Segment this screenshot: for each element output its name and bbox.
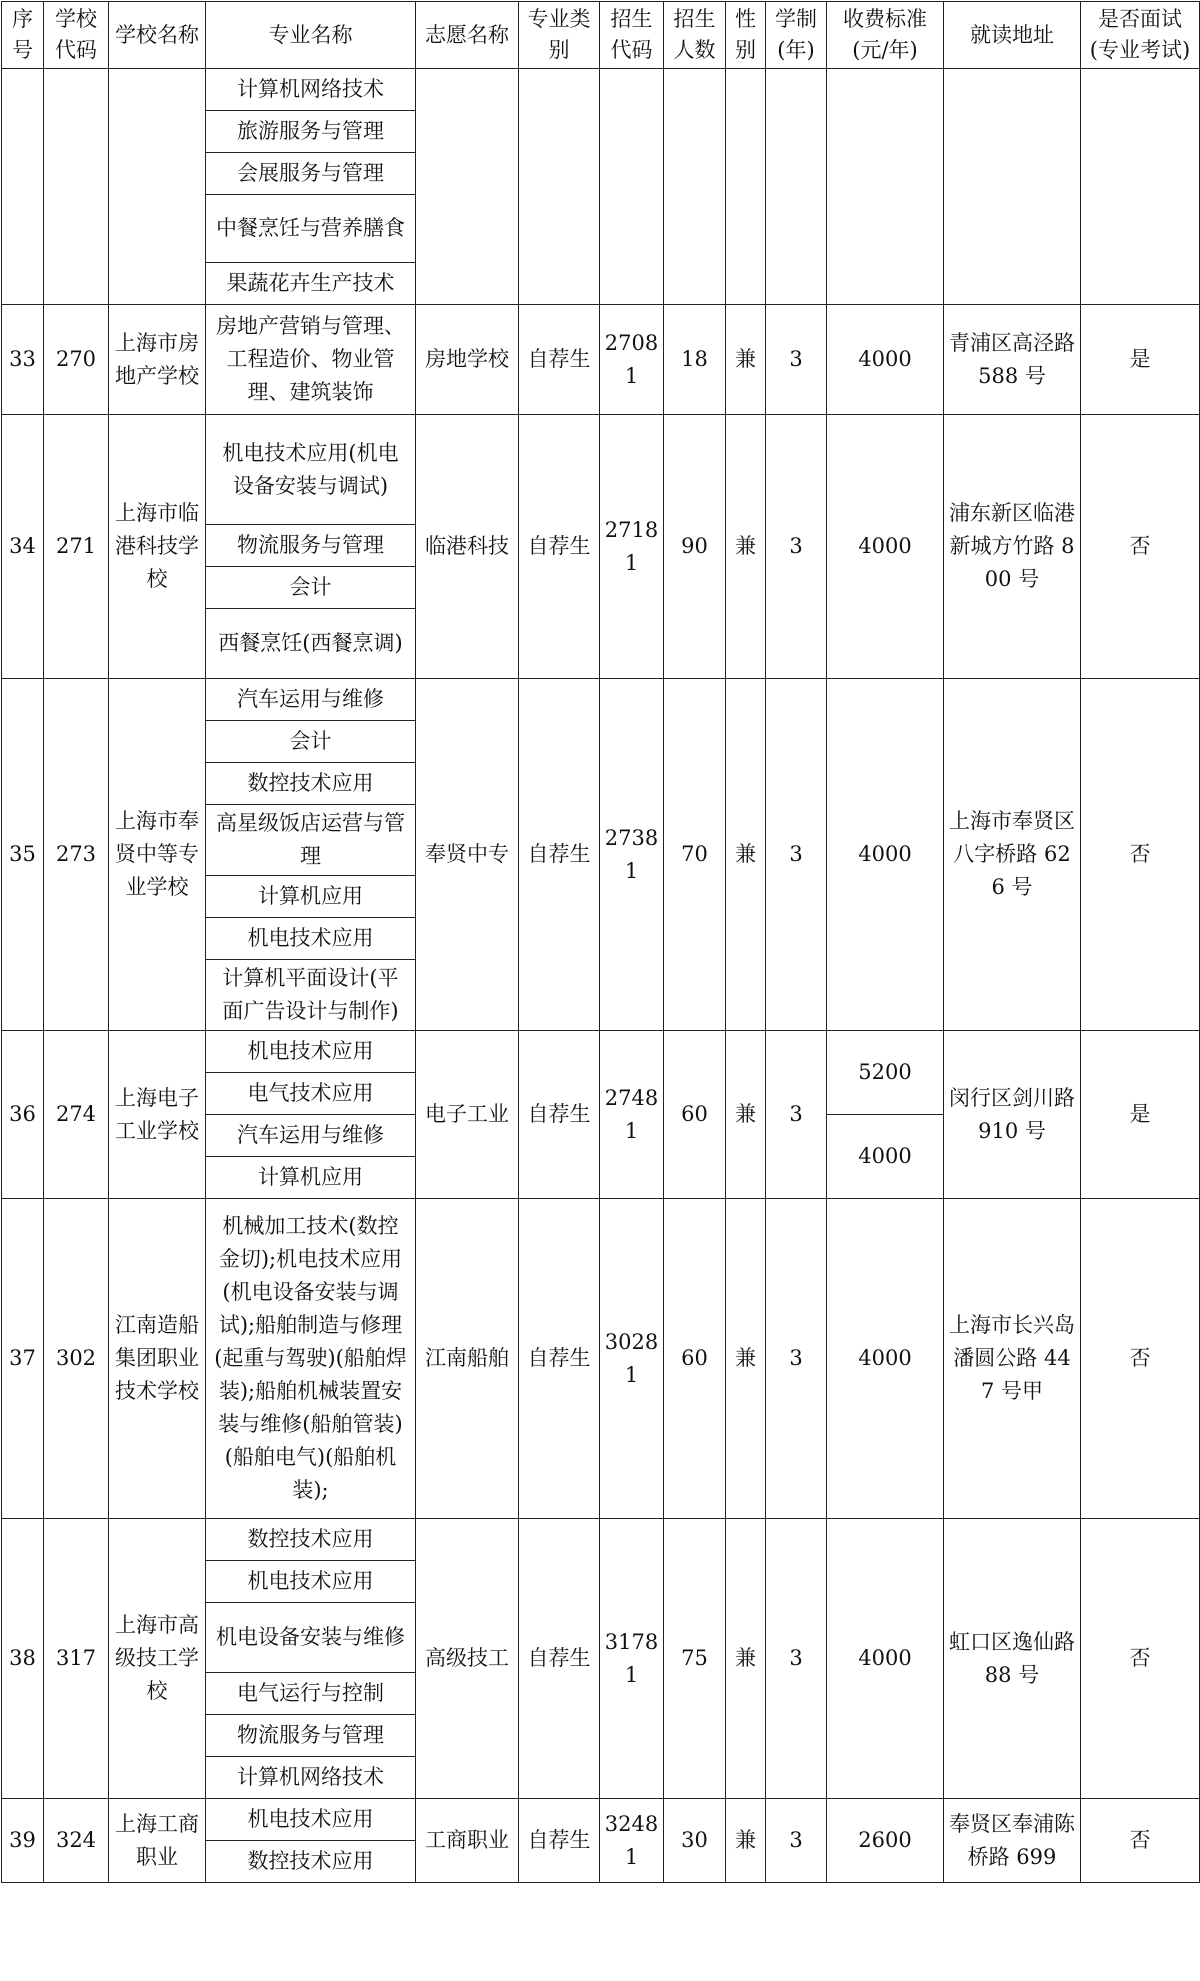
school-code-cell: 274 — [44, 1031, 109, 1199]
school-code-cell: 302 — [44, 1199, 109, 1519]
seq-cell: 37 — [2, 1199, 44, 1519]
gender-cell: 兼 — [726, 679, 766, 1031]
seq-cell: 33 — [2, 305, 44, 415]
seq-cell: 38 — [2, 1519, 44, 1799]
table-row — [2, 1519, 1200, 1561]
major-cell: 电气技术应用 — [206, 1073, 416, 1115]
category-cell: 自荐生 — [519, 1199, 600, 1519]
years-cell: 3 — [766, 305, 827, 415]
fee-cell: 4000 — [827, 679, 944, 1031]
school-code-cell: 271 — [44, 415, 109, 679]
seq-cell: 36 — [2, 1031, 44, 1199]
prev-gender-cell — [726, 69, 766, 305]
category-cell: 自荐生 — [519, 1519, 600, 1799]
table-row — [2, 69, 1200, 111]
header-address: 就读地址 — [944, 2, 1081, 69]
table-body — [2, 69, 1200, 1883]
choice-cell: 电子工业 — [416, 1031, 519, 1199]
prev-years-cell — [766, 69, 827, 305]
enroll-count-cell: 75 — [664, 1519, 726, 1799]
years-cell: 3 — [766, 1519, 827, 1799]
major-cell: 电气运行与控制 — [206, 1673, 416, 1715]
school-name-cell: 上海电子工业学校 — [109, 1031, 206, 1199]
choice-cell: 江南船舶 — [416, 1199, 519, 1519]
fee-cell: 4000 — [827, 1519, 944, 1799]
school-name-cell: 上海市高级技工学校 — [109, 1519, 206, 1799]
major-cell: 计算机平面设计(平面广告设计与制作) — [206, 960, 416, 1031]
interview-cell: 否 — [1081, 1519, 1200, 1799]
table-row — [2, 679, 1200, 721]
interview-cell: 否 — [1081, 1199, 1200, 1519]
enrollment-table — [1, 1, 1200, 1883]
fee-cell: 4000 — [827, 305, 944, 415]
prev-choice-cell — [416, 69, 519, 305]
choice-cell: 临港科技 — [416, 415, 519, 679]
choice-cell: 奉贤中专 — [416, 679, 519, 1031]
school-code-cell: 324 — [44, 1799, 109, 1883]
gender-cell: 兼 — [726, 305, 766, 415]
address-cell: 浦东新区临港新城方竹路 800 号 — [944, 415, 1081, 679]
school-code-cell: 273 — [44, 679, 109, 1031]
header-seq: 序号 — [2, 2, 44, 69]
interview-cell: 否 — [1081, 1799, 1200, 1883]
fee-cell: 2600 — [827, 1799, 944, 1883]
school-name-cell: 上海市奉贤中等专业学校 — [109, 679, 206, 1031]
school-name-cell: 上海市房地产学校 — [109, 305, 206, 415]
prev-address-cell — [944, 69, 1081, 305]
enroll-code-cell: 30281 — [600, 1199, 664, 1519]
major-cell: 计算机应用 — [206, 876, 416, 918]
gender-cell: 兼 — [726, 1031, 766, 1199]
major-cell: 机电技术应用 — [206, 1031, 416, 1073]
header-school-name: 学校名称 — [109, 2, 206, 69]
address-cell: 上海市奉贤区八字桥路 626 号 — [944, 679, 1081, 1031]
major-cell: 会计 — [206, 721, 416, 763]
major-cell: 汽车运用与维修 — [206, 1115, 416, 1157]
gender-cell: 兼 — [726, 1519, 766, 1799]
major-cell: 数控技术应用 — [206, 763, 416, 805]
major-cell: 物流服务与管理 — [206, 525, 416, 567]
gender-cell: 兼 — [726, 1799, 766, 1883]
enroll-code-cell: 27081 — [600, 305, 664, 415]
address-cell: 闵行区剑川路 910 号 — [944, 1031, 1081, 1199]
seq-cell: 34 — [2, 415, 44, 679]
major-cell: 计算机网络技术 — [206, 69, 416, 111]
major-cell: 汽车运用与维修 — [206, 679, 416, 721]
enroll-code-cell: 27481 — [600, 1031, 664, 1199]
choice-cell: 房地学校 — [416, 305, 519, 415]
major-cell: 机电技术应用 — [206, 918, 416, 960]
prev-category-cell — [519, 69, 600, 305]
years-cell: 3 — [766, 1799, 827, 1883]
enroll-count-cell: 30 — [664, 1799, 726, 1883]
major-cell: 数控技术应用 — [206, 1519, 416, 1561]
enroll-count-cell: 90 — [664, 415, 726, 679]
major-cell: 机电技术应用 — [206, 1561, 416, 1603]
table-row — [2, 1199, 1200, 1519]
seq-cell: 39 — [2, 1799, 44, 1883]
address-cell: 上海市长兴岛潘圆公路 447 号甲 — [944, 1199, 1081, 1519]
header-major: 专业名称 — [206, 2, 416, 69]
major-cell: 西餐烹饪(西餐烹调) — [206, 609, 416, 679]
table-row — [2, 415, 1200, 525]
school-code-cell: 317 — [44, 1519, 109, 1799]
enroll-code-cell: 31781 — [600, 1519, 664, 1799]
choice-cell: 高级技工 — [416, 1519, 519, 1799]
major-cell: 中餐烹饪与营养膳食 — [206, 195, 416, 263]
table-row — [2, 1031, 1200, 1073]
prev-enroll-count-cell — [664, 69, 726, 305]
prev-fee-cell — [827, 69, 944, 305]
enroll-code-cell: 32481 — [600, 1799, 664, 1883]
table-row — [2, 305, 1200, 415]
school-name-cell: 上海工商职业 — [109, 1799, 206, 1883]
enroll-code-cell: 27181 — [600, 415, 664, 679]
major-cell: 计算机网络技术 — [206, 1757, 416, 1799]
category-cell: 自荐生 — [519, 305, 600, 415]
address-cell: 奉贤区奉浦陈桥路 699 — [944, 1799, 1081, 1883]
fee-cell: 4000 — [827, 1199, 944, 1519]
choice-cell: 工商职业 — [416, 1799, 519, 1883]
interview-cell: 否 — [1081, 679, 1200, 1031]
interview-cell: 是 — [1081, 1031, 1200, 1199]
header-enroll-code: 招生代码 — [600, 2, 664, 69]
major-cell: 旅游服务与管理 — [206, 111, 416, 153]
years-cell: 3 — [766, 679, 827, 1031]
major-cell: 物流服务与管理 — [206, 1715, 416, 1757]
interview-cell: 是 — [1081, 305, 1200, 415]
header-fee: 收费标准(元/年) — [827, 2, 944, 69]
address-cell: 青浦区高泾路 588 号 — [944, 305, 1081, 415]
interview-cell: 否 — [1081, 415, 1200, 679]
header-gender: 性别 — [726, 2, 766, 69]
gender-cell: 兼 — [726, 1199, 766, 1519]
major-cell: 房地产营销与管理、工程造价、物业管理、建筑装饰 — [206, 305, 416, 415]
school-name-cell: 上海市临港科技学校 — [109, 415, 206, 679]
major-cell: 机电技术应用 — [206, 1799, 416, 1841]
header-years: 学制(年) — [766, 2, 827, 69]
major-cell: 机电设备安装与维修 — [206, 1603, 416, 1673]
category-cell: 自荐生 — [519, 415, 600, 679]
header-choice: 志愿名称 — [416, 2, 519, 69]
major-cell: 果蔬花卉生产技术 — [206, 263, 416, 305]
header-school-code: 学校代码 — [44, 2, 109, 69]
enroll-count-cell: 70 — [664, 679, 726, 1031]
major-cell: 计算机应用 — [206, 1157, 416, 1199]
years-cell: 3 — [766, 1199, 827, 1519]
seq-cell: 35 — [2, 679, 44, 1031]
enroll-count-cell: 18 — [664, 305, 726, 415]
enroll-count-cell: 60 — [664, 1199, 726, 1519]
major-cell: 会展服务与管理 — [206, 153, 416, 195]
fee-cell: 4000 — [827, 1115, 944, 1199]
table-row — [2, 1799, 1200, 1841]
category-cell: 自荐生 — [519, 1031, 600, 1199]
header-enroll-count: 招生人数 — [664, 2, 726, 69]
years-cell: 3 — [766, 415, 827, 679]
major-cell: 会计 — [206, 567, 416, 609]
table-header-row — [2, 2, 1200, 69]
gender-cell: 兼 — [726, 415, 766, 679]
address-cell: 虹口区逸仙路 88 号 — [944, 1519, 1081, 1799]
prev-interview-cell — [1081, 69, 1200, 305]
school-name-cell: 江南造船集团职业技术学校 — [109, 1199, 206, 1519]
enroll-code-cell: 27381 — [600, 679, 664, 1031]
major-cell: 高星级饭店运营与管理 — [206, 805, 416, 876]
header-category: 专业类别 — [519, 2, 600, 69]
prev-school-code-cell — [44, 69, 109, 305]
category-cell: 自荐生 — [519, 1799, 600, 1883]
school-code-cell: 270 — [44, 305, 109, 415]
major-cell: 机械加工技术(数控金切);机电技术应用(机电设备安装与调试);船舶制造与修理(起重与驾驶)(船舶焊装);船舶机械装置安装与维修(船舶管装)(船舶电气)(船舶机装); — [206, 1199, 416, 1519]
years-cell: 3 — [766, 1031, 827, 1199]
prev-school-name-cell — [109, 69, 206, 305]
enroll-count-cell: 60 — [664, 1031, 726, 1199]
fee-cell: 5200 — [827, 1031, 944, 1115]
fee-cell: 4000 — [827, 415, 944, 679]
major-cell: 数控技术应用 — [206, 1841, 416, 1883]
header-interview: 是否面试(专业考试) — [1081, 2, 1200, 69]
major-cell: 机电技术应用(机电设备安装与调试) — [206, 415, 416, 525]
prev-enroll-code-cell — [600, 69, 664, 305]
prev-seq-cell — [2, 69, 44, 305]
category-cell: 自荐生 — [519, 679, 600, 1031]
